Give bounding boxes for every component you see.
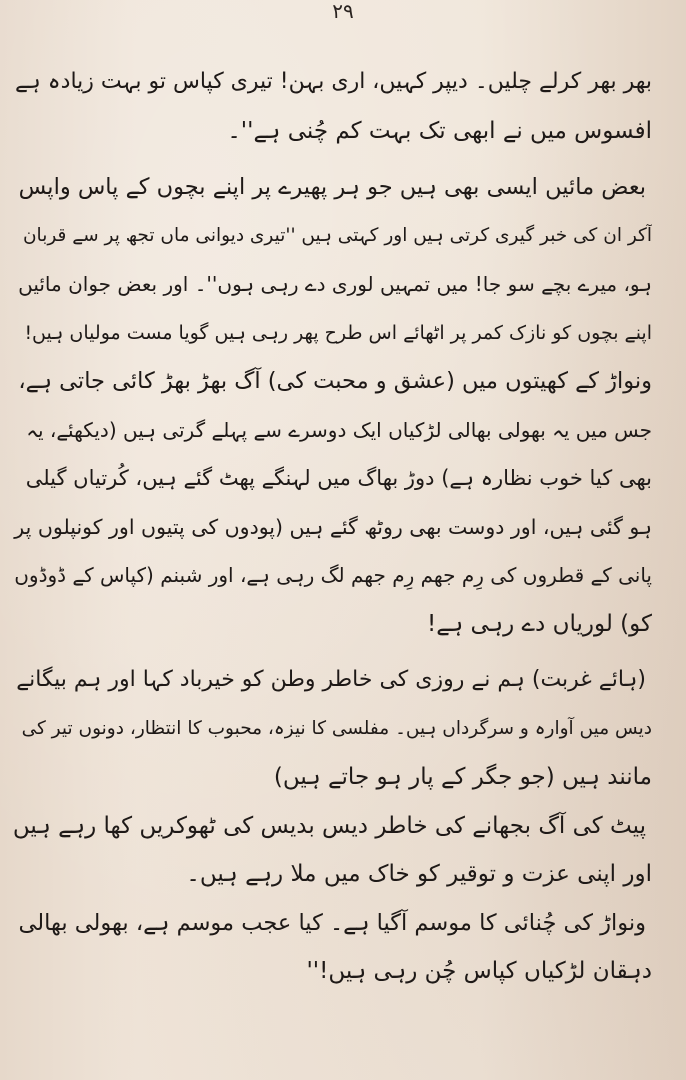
text-line: اپنے بچوں کو نازک کمر پر اٹھائے اس طرح پھر رہی ہیں گویا مست مولیاں ہیں! [24,321,652,344]
text-line: افسوس میں نے ابھی تک بہت کم چُنی ہے''۔ [227,117,652,144]
text-line: کو) لوریاں دے رہی ہے! [427,610,652,637]
text-line: ہو گئی ہیں، اور دوست بھی روٹھ گئے ہیں (پودوں کی پتیوں اور کونپلوں پر [14,514,652,539]
text-line: آکر ان کی خبر گیری کرتی ہیں اور کہتی ہیں ''تیری دیوانی ماں تجھ پر سے قربان [22,224,652,246]
text-line: دیس میں آوارہ و سرگرداں ہیں۔ مفلسی کا نیزہ، محبوب کا انتظار، دونوں تیر کی [21,717,652,739]
text-line: بھر بھر کرلے چلیں۔ دیپر کہیں، اری بہن! تیری کپاس تو بہت زیادہ ہے [15,69,652,94]
text-line: ونواڑ کی چُنائی کا موسم آگیا ہے۔ کیا عجب موسم ہے، بھولی بھالی [18,909,646,936]
text-line: دہقان لڑکیاں کپاس چُن رہی ہیں!'' [306,958,652,984]
text-line: بھی کیا خوب نظارہ ہے) دوڑ بھاگ میں لہنگے پھٹ گئے ہیں، کُرتیاں گیلی [25,466,652,490]
text-line: جس میں یہ بھولی بھالی لڑکیاں ایک دوسرے سے پہلے گرتی ہیں (دیکھئے، یہ [26,417,652,442]
text-line: (ہائے غربت) ہم نے روزی کی خاطر وطن کو خیرباد کہا اور ہم بیگانے [16,667,646,692]
text-line: مانند ہیں (جو جگر کے پار ہو جاتے ہیں) [273,764,652,790]
text-line: بعض مائیں ایسی بھی ہیں جو ہر پھیرے پر اپنے بچوں کے پاس واپس [18,174,646,200]
page-number: ۲۹ [332,0,354,23]
urdu-text-body [12,58,652,996]
text-line: پیٹ کی آگ بجھانے کی خاطر دیس بدیس کی ٹھوکریں کھا رہے ہیں [12,812,646,839]
text-line: ونواڑ کے کھیتوں میں (عشق و محبت کی) آگ بھڑ بھڑ کائی جاتی ہے، [18,368,652,394]
text-line: پانی کے قطروں کی رِم جھم رِم جھم لگ رہی ہے، اور شبنم (کپاس کے ڈوڈوں [14,563,652,587]
text-line: اور اپنی عزت و توقیر کو خاک میں ملا رہے ہیں۔ [186,861,652,887]
text-line: ہو، میرے بچے سو جا! میں تمہیں لوری دے رہی ہوں''۔ اور بعض جوان مائیں [18,272,652,296]
